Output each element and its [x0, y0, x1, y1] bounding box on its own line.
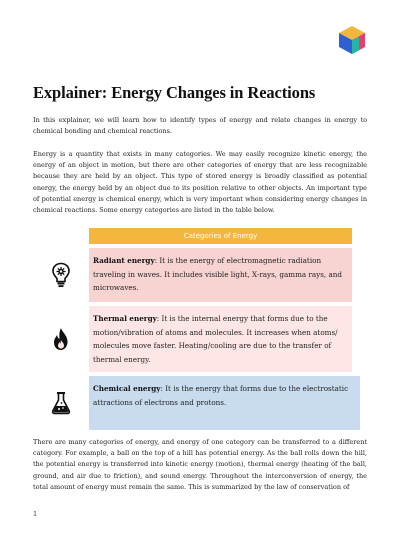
- table-header: Categories of Energy: [89, 228, 352, 244]
- light-bulb-icon: [51, 262, 71, 288]
- term-thermal: Thermal energy: [93, 314, 157, 323]
- term-chemical: Chemical energy: [93, 384, 161, 393]
- table-row: [33, 306, 367, 372]
- definition-thermal: : It is the internal energy that forms due to the motion/vibration of atoms and molecules. It increases when atoms/ molecules move faster. Heating/cooling are due to the transfer of thermal energy.: [93, 314, 338, 364]
- page-title: Explainer: Energy Changes in Reactions: [33, 83, 316, 102]
- conservation-paragraph: There are many categories of energy, and energy of one category can be transferred to a different category. For example, a ball on the top of a hill has potential energy. As the ball rolls down the hill, the potential energy is transferred into kinetic energy (motion), thermal energy (heating of the ball, ground, and air due to friction), and sound energy. Throughout the interconversion of energy, the total amount of energy must remain the same. This is summarized by the law of conservation of: [33, 438, 367, 491]
- flame-icon: [52, 327, 70, 351]
- flask-icon: [51, 391, 71, 415]
- energy-paragraph: Energy is a quantity that exists in many categories. We may easily recognize kinetic energy, the energy of an object in motion, but there are other categories of energy that are less recognizable because they are held by an object. This type of stored energy is broadly classified as potential energy, the energy held by an object due to its position relative to other objects. An important type of potential energy is chemical energy, which is very important when considering energy changes in chemical reactions. Some energy categories are listed in the table below.: [33, 150, 367, 215]
- definition-chemical: : It is the energy that forms due to the electrostatic attractions of electrons and protons.: [93, 384, 349, 407]
- table-row: [33, 248, 367, 302]
- nagwa-logo-icon: [339, 26, 365, 54]
- energy-categories-table: [33, 228, 367, 430]
- definition-radiant: : It is the energy of electromagnetic radiation traveling in waves. It includes visible light, X-rays, gamma rays, and microwaves.: [93, 256, 343, 292]
- page-number: 1: [33, 510, 38, 518]
- term-radiant: Radiant energy: [93, 256, 155, 265]
- table-row: [33, 376, 367, 430]
- intro-paragraph: In this explainer, we will learn how to identify types of energy and relate changes in energy to chemical bonding and chemical reactions.: [33, 116, 367, 136]
